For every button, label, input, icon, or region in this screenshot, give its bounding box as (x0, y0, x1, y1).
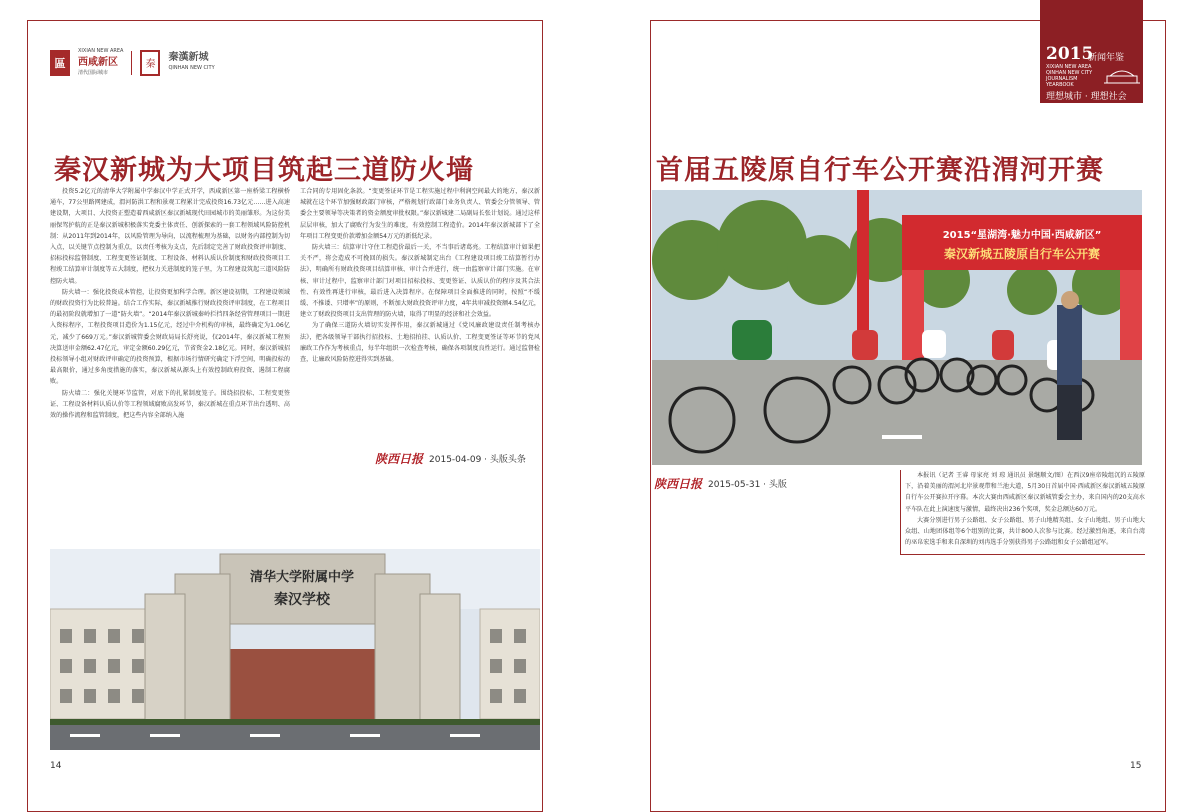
paragraph: 防火墙二：强化关键环节监管，对底下的扎紧制度笼子。围绕招投标、工程变更签证、工程设备材料认质认价等工程领域腐败高发环节，秦汉新城在重点环节出台透明、高效的操作流程和监管制度，把这些内容全部纳入施 (50, 389, 290, 420)
yearbook-slogan: 理想城市 · 理想社会 (1046, 92, 1127, 102)
banner-text-2: 秦汉新城五陵原自行车公开赛 (943, 247, 1101, 261)
banner-text-1: 2015“星湖湾·魅力中国·西咸新区” (942, 230, 1102, 241)
qinhan-logo-icon: 秦 (140, 50, 160, 76)
header-logo (50, 46, 215, 79)
logo2-name: 秦漢新城 (168, 51, 209, 63)
page-number-left: 14 (50, 761, 62, 771)
newspaper-logo: 陕西日报 (375, 452, 424, 466)
right-article-body (900, 470, 1145, 555)
xixian-logo-text (78, 46, 123, 79)
school-gate-photo (50, 549, 540, 750)
logo-divider (131, 51, 132, 75)
left-article-title: 秦汉新城为大项目筑起三道防火墙 (54, 155, 474, 186)
paragraph: 工合同的专用固化条款。“变更签证环节是工程实施过程中利润空间最大的地方，秦汉新城就在这个环节加强财政部门审核，严格规划行政部门业务负责人、管委会分管领导、管委会主要领导等决策者的资金额度审批权限。”秦汉新城建二局副局长张计划说。通过这样层层审核，加大了腐败行为发生的难度，有效控制工程造价。2014年秦汉新城部下了全年项目工程变更价款增加金额54万元的新低纪录。 (300, 188, 540, 240)
left-article-source (375, 450, 526, 467)
yearbook-title: 新闻年鉴 (1088, 53, 1125, 63)
source-date: 2015-04-09 · 头版头条 (429, 455, 526, 465)
logo-small-text: XIXIAN NEW AREA (78, 48, 124, 54)
xixian-logo-icon: 區 (50, 50, 70, 76)
source-date: 2015-05-31 · 头版 (708, 480, 787, 490)
logo2-sub: QINHAN NEW CITY (168, 64, 215, 71)
right-article-source (654, 475, 787, 492)
yearbook-year: 2015 (1046, 44, 1094, 64)
building-icon (1104, 68, 1140, 84)
left-article-col2 (300, 186, 540, 365)
logo-sub: 清代国际城市 (78, 70, 109, 76)
paragraph: 为了确保三道防火墙切实发挥作用，秦汉新城通过《党风廉政建设责任制考核办法》，把各级领导干部执行招投标、土地招拍挂、认质认价、工程变更签证等环节的党风廉政工作作为考核重点，每半年组织一次检查考核，确保各项制度良性运行。通过监督检查，让廉政风险防控进得实到基础。 (300, 322, 540, 364)
yearbook-english: XIXIAN NEW AREA QINHAN NEW CITY JOURNALISM YEARBOOK (1046, 64, 1093, 88)
paragraph: 防火墙一：强化投资成本管控，让投资更加科学合理。新区建设初期，工程建设领域的财政投资行为比较普遍。结合工作实际，秦汉新城推行财政投资评审制度，在工程项目的最初阶段就增加了一道“防火墙”。“2014年秦汉新城秦岭拦挡四条经营管理项目一期进入资标程序，工程投资项目造价为1.15亿元，经过中介机构的审核，最终确定为1.06亿元，减少了669万元。”秦汉新城管委会财政局局长舒亮说，仅2014年，秦汉新城工程预决算送审金额62.47亿元，审定金额60.29亿元，节省资金2.18亿元。同时，秦汉新城招投标领导小组对财政评审确定的投资预算，根据市场行情研究确定下浮空间，明确投标的最高限价，通过多角度措施的落实，秦汉新城从源头上有效控制政府投资、遏制工程腐败。 (50, 288, 290, 386)
gate-inscription-2: 秦汉学校 (274, 592, 330, 608)
cycling-race-photo (652, 190, 1142, 465)
left-article-col1 (50, 186, 290, 421)
newspaper-logo: 陕西日报 (654, 477, 703, 491)
logo-name: 西咸新区 (78, 57, 118, 68)
yearbook-badge (1040, 0, 1143, 103)
paragraph: 大赛分别进行男子公路组、女子公路组、男子山地精英组、女子山地组、男子山地大众组、山地团体组等6个组别的比赛，共计800人次参与比赛。经过激烈角逐，来自台湾的巫帛宏选手和来自深圳的刘冉选手分别获得男子公路组和女子公路组冠军。 (905, 516, 1145, 547)
qinhan-logo-text (168, 52, 214, 74)
paragraph: 防火墙三：结算审计守住工程造价最后一关，不当事后诸葛亮。工程结算审计如果把关不严，将会造成不可挽回的损失。秦汉新城制定出台《工程建设项目竣工结算暂行办法》，明确所有财政投资项目结算审核、审计合并进行，统一由监察审计部门实施。在审核、审计过程中，监察审计部门对项目招标投标、变更签证、认质认价的程序及其合法性、有效性再进行审核，最后进入决算程序。在保障项目全面推进的同时，按照“不缓缓、不推诿、只增率”的原则，不断加大财政投资评审力度，4年共审减投资额4.54亿元，建立了财政投资项目支出管理的防火墙，取得了明显的经济和社会效益。 (300, 244, 540, 319)
right-article-title: 首届五陵原自行车公开赛沿渭河开赛 (656, 155, 1104, 186)
paragraph: 投资5.2亿元的清华大学附属中学秦汉中学正式开学，西咸新区第一座桥梁工程横桥通车，77公里路网建成，渭河防洪工程和景观工程累计完成投资16.73亿元……进入高速建设期，大项目、大投资正塑造着西咸新区秦汉新城现代田园城市的美丽雏形。为这份美丽保驾护航的正是秦汉新城积极落实党委主体责任、创新探索的一套工程领域风险防控机制：从2011年到2014年，以风险管理为导向，以流程梳理为基础，以财务内部控制为切入点，以关键节点控制为重点，以责任考核为支点，先后制定完善了财政投资评审制度、招标投标监督制度、工程变更签证制度、工程设备、材料认质认价制度和财政投资项目工程竣工结算审计制度等五大制度，把权力关进制度的笼子里，为工程建设筑起三道风险防控防火墙。 (50, 188, 290, 285)
page-number-right: 15 (1130, 761, 1142, 771)
gate-inscription-1: 清华大学附属中学 (249, 570, 355, 585)
paragraph: 本报讯（记者 王睿 母家亮 刘 琼 通讯员 景继顺文/图）在西汉9座帝陵组沉的五陵原下，沿着美丽的渭河北岸景观带和兰池大道，5月30日首届中国·西咸新区秦汉新城五陵原自行车公开赛拉开序幕。本次大赛由西咸新区秦汉新城管委会主办，来自国内的20支高水平车队在此上演速度与激情，最终决出236个奖项，奖金总额达60万元。 (905, 472, 1145, 513)
